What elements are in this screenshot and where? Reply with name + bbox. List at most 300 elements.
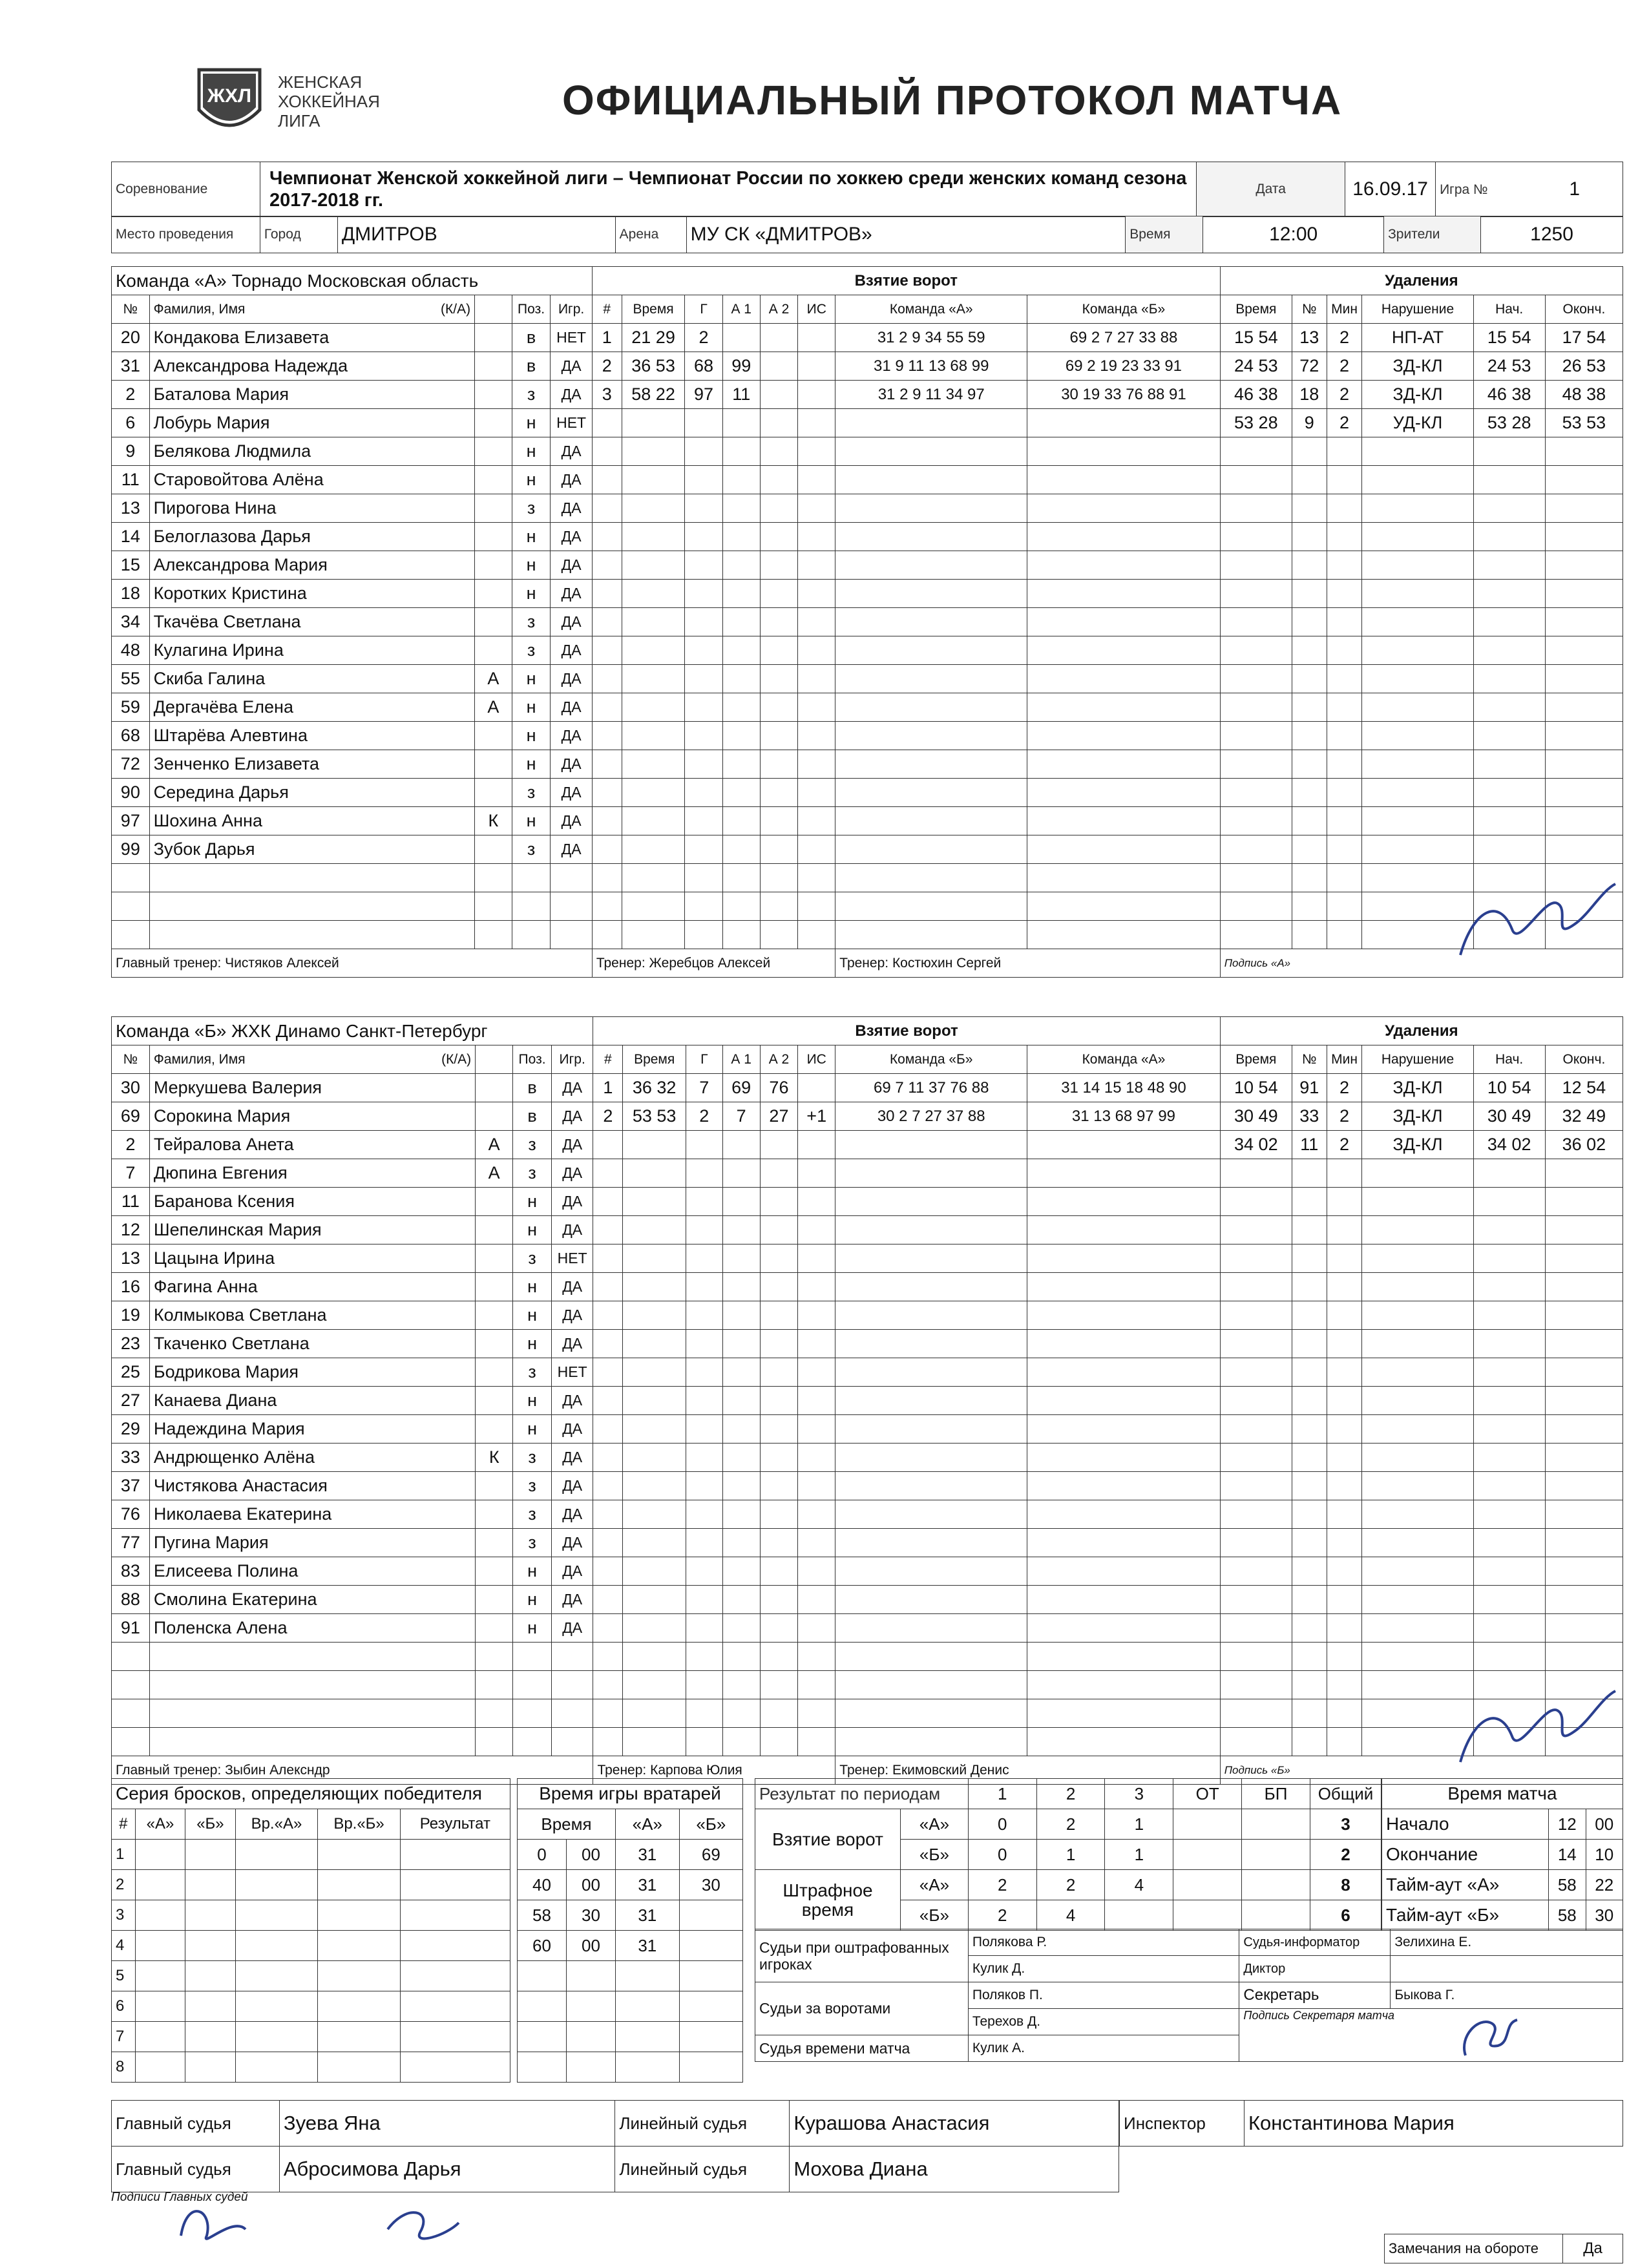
shootout-cell — [135, 2022, 185, 2052]
player-pos: з — [513, 1131, 552, 1159]
penalty-e — [1545, 835, 1623, 864]
team_a-signature-icon — [1447, 871, 1622, 974]
player-pos: н — [512, 580, 551, 608]
shootout-cell — [185, 1870, 235, 1900]
penalty-m — [1327, 551, 1362, 580]
goal-is — [798, 636, 835, 665]
goal-a2 — [760, 1557, 797, 1586]
match-time-min: 14 — [1549, 1840, 1586, 1870]
goalie-time-cell: 31 — [615, 1840, 679, 1870]
goal-onice-a — [835, 1699, 1027, 1728]
goal-a1: 7 — [722, 1102, 760, 1131]
penalty-e — [1545, 523, 1623, 551]
announcer-label: Диктор — [1239, 1956, 1391, 1982]
goal-a2 — [760, 324, 797, 352]
player-ka — [476, 1330, 513, 1358]
shootout-num: 5 — [112, 1961, 136, 1991]
goal-t — [623, 1699, 686, 1728]
team_b-col-a1: А 1 — [722, 1045, 760, 1074]
penalty-e — [1545, 636, 1623, 665]
penalty-n: 11 — [1292, 1131, 1327, 1159]
period-value: 6 — [1310, 1900, 1381, 1931]
player-ka: К — [476, 1444, 513, 1472]
player-played: ДА — [551, 1500, 593, 1529]
shootout-cell — [318, 1961, 400, 1991]
player-ka — [476, 1529, 513, 1557]
penalty-m: 2 — [1327, 324, 1362, 352]
penalty-n — [1292, 921, 1327, 949]
goal-onice-a — [835, 750, 1027, 779]
player-name: Чистякова Анастасия — [149, 1472, 475, 1500]
goal-t — [623, 1671, 686, 1699]
goalie-time-cell — [679, 1931, 742, 1961]
goal-a1 — [722, 1358, 760, 1387]
goal-onice-a — [835, 1614, 1027, 1643]
goal-onice-a — [835, 1529, 1027, 1557]
goal-a2 — [760, 1671, 797, 1699]
player-pos — [513, 1728, 552, 1756]
penalty-v — [1362, 1188, 1473, 1216]
period-value — [1173, 1900, 1242, 1931]
player-row — [112, 1159, 1623, 1188]
player-name: Цацына Ирина — [149, 1244, 475, 1273]
goal-t — [622, 523, 685, 551]
goal-is — [798, 1301, 835, 1330]
team_a-col-a2: А 2 — [760, 295, 797, 324]
player-played: ДА — [551, 608, 593, 636]
player-name — [149, 1699, 475, 1728]
goal-a2 — [760, 1244, 797, 1273]
goalie-time-cell: 31 — [615, 1931, 679, 1961]
player-number: 97 — [112, 807, 150, 835]
penalty-m — [1327, 779, 1362, 807]
penalty-s: 24 53 — [1473, 352, 1545, 381]
penalty-e — [1545, 1159, 1623, 1188]
player-row — [112, 523, 1623, 551]
team_a-protocol-table — [111, 266, 1623, 978]
player-name: Пирогова Нина — [149, 494, 474, 523]
player-played: ДА — [551, 636, 593, 665]
player-played: ДА — [551, 494, 593, 523]
penalty-t — [1220, 1671, 1292, 1699]
player-number — [112, 921, 150, 949]
penalty-t — [1220, 1159, 1292, 1188]
penalty-v — [1362, 1159, 1473, 1188]
team_b-col-onice-team_a: Команда «А» — [1027, 1045, 1221, 1074]
player-pos — [513, 1671, 552, 1699]
period-value: 3 — [1310, 1809, 1381, 1840]
goalie-time-table — [517, 1778, 743, 2083]
goal-a1 — [722, 409, 760, 437]
goal-a2 — [760, 1131, 797, 1159]
goal-n: 1 — [592, 324, 622, 352]
penalty-n — [1292, 1387, 1327, 1415]
team_b-col-violation: Нарушение — [1362, 1045, 1473, 1074]
team_b-col-name-label: Фамилия, Имя — [153, 1051, 246, 1067]
team_a-col-g: Г — [685, 295, 722, 324]
goal-g: 7 — [686, 1074, 722, 1102]
period-col: 3 — [1105, 1779, 1173, 1809]
goal-g — [685, 750, 722, 779]
shootout-cell — [135, 1900, 185, 1931]
goal-is — [798, 437, 835, 466]
goal-onice-b — [1027, 437, 1221, 466]
team_b-head-coach-label: Главный тренер: — [116, 1762, 222, 1778]
player-name: Елисеева Полина — [149, 1557, 475, 1586]
time-label: Время — [1126, 216, 1203, 253]
penalty-v — [1362, 1358, 1473, 1387]
goal-n — [592, 494, 622, 523]
penalty-e — [1545, 1273, 1623, 1301]
goal-onice-a — [835, 864, 1027, 892]
goal-n — [592, 807, 622, 835]
penalty-e: 32 49 — [1545, 1102, 1623, 1131]
goal-is — [798, 523, 835, 551]
goalie-time-cell — [566, 2022, 615, 2052]
goal-n — [593, 1301, 623, 1330]
goal-g — [686, 1728, 722, 1756]
penalty-e — [1545, 1529, 1623, 1557]
penalty-t — [1220, 1472, 1292, 1500]
team_b-col-pen_min: Мин — [1327, 1045, 1362, 1074]
player-played — [551, 1728, 593, 1756]
player-name: Смолина Екатерина — [149, 1586, 475, 1614]
team_a-coach2-cell — [835, 949, 1220, 978]
shootout-cell — [235, 1870, 318, 1900]
goal-g — [685, 551, 722, 580]
player-played: НЕТ — [551, 324, 593, 352]
goal-n — [593, 1500, 623, 1529]
period-value — [1242, 1840, 1310, 1870]
penalty-n — [1292, 693, 1327, 722]
goal-onice-b — [1027, 1415, 1221, 1444]
goal-g — [686, 1159, 722, 1188]
goal-onice-a — [835, 1216, 1027, 1244]
goal-a1: 69 — [722, 1074, 760, 1102]
team_b-col-is: ИС — [798, 1045, 835, 1074]
player-pos: н — [513, 1273, 552, 1301]
penalty-n — [1292, 466, 1327, 494]
shootout-col: Вр.«Б» — [318, 1809, 400, 1840]
goal-n — [593, 1273, 623, 1301]
goal-onice-a — [835, 580, 1027, 608]
shootout-col: # — [112, 1809, 136, 1840]
player-ka — [476, 1614, 513, 1643]
goal-onice-b: 30 19 33 76 88 91 — [1027, 381, 1221, 409]
goal-onice-a — [835, 1273, 1027, 1301]
penalty-m — [1327, 1500, 1362, 1529]
period-value: 2 — [1036, 1870, 1105, 1900]
goal-g — [685, 722, 722, 750]
player-row — [112, 1444, 1623, 1472]
penalty-s — [1473, 551, 1545, 580]
player-row — [112, 921, 1623, 949]
player-pos: н — [513, 1557, 552, 1586]
penalty-t — [1220, 1244, 1292, 1273]
team_b-col-onice-team_b: Команда «Б» — [835, 1045, 1027, 1074]
goal-onice-a — [835, 807, 1027, 835]
player-pos: з — [513, 1444, 552, 1472]
periods-title: Результат по периодам — [755, 1779, 969, 1809]
match-time-label: Тайм-аут «Б» — [1382, 1900, 1549, 1931]
goal-a1 — [722, 892, 760, 921]
competition: Чемпионат Женской хоккейной лиги – Чемпионат России по хоккею среди женских команд сезона 2017-2018 гг. — [260, 162, 1196, 217]
player-name: Кулагина Ирина — [149, 636, 474, 665]
penalty-m: 2 — [1327, 1102, 1362, 1131]
player-row — [112, 1728, 1623, 1756]
team_a-col-pen_min: Мин — [1327, 295, 1362, 324]
player-row — [112, 1330, 1623, 1358]
goal-g — [685, 466, 722, 494]
penalty-e — [1545, 1472, 1623, 1500]
penalty-s — [1473, 437, 1545, 466]
goal-a1 — [722, 1131, 760, 1159]
player-played: ДА — [551, 693, 593, 722]
match-time-sec: 22 — [1586, 1870, 1623, 1900]
period-value — [1173, 1840, 1242, 1870]
player-number: 13 — [112, 1244, 150, 1273]
goal-n — [593, 1529, 623, 1557]
goal-g — [686, 1557, 722, 1586]
player-ka — [476, 1358, 513, 1387]
period-value — [1105, 1900, 1173, 1931]
team_a-coach2: Костюхин Сергей — [892, 955, 1002, 971]
goal-a1 — [722, 807, 760, 835]
player-played: ДА — [551, 1444, 593, 1472]
goalie-col-a: «А» — [615, 1809, 679, 1840]
player-name: Зенченко Елизавета — [149, 750, 474, 779]
penalty-s — [1473, 1188, 1545, 1216]
goalie-time-row — [518, 1961, 743, 1991]
goal-a2 — [760, 437, 797, 466]
goal-a2 — [760, 1216, 797, 1244]
player-ka: А — [476, 1159, 513, 1188]
penalty-e — [1545, 1188, 1623, 1216]
penalty-e — [1545, 665, 1623, 693]
goal-is — [798, 1643, 835, 1671]
player-ka — [475, 864, 512, 892]
player-played: НЕТ — [551, 1358, 593, 1387]
penalty-n — [1292, 1216, 1327, 1244]
goal-n — [592, 608, 622, 636]
player-pos: н — [513, 1188, 552, 1216]
goal-a1 — [722, 1244, 760, 1273]
match-time-row — [1382, 1900, 1623, 1931]
player-ka — [476, 1472, 513, 1500]
player-name — [149, 1728, 475, 1756]
penalty-v — [1362, 1643, 1473, 1671]
team_b-col-time: Время — [623, 1045, 686, 1074]
goal-onice-a — [835, 693, 1027, 722]
player-number: 15 — [112, 551, 150, 580]
team_b-col-ka-blank — [476, 1045, 513, 1074]
penalty-e — [1545, 1216, 1623, 1244]
linesman-2: Мохова Диана — [790, 2147, 1119, 2192]
goal-n — [592, 409, 622, 437]
match-time-min: 58 — [1549, 1900, 1586, 1931]
goalie-time-row — [518, 1991, 743, 2022]
shootout-row — [112, 2052, 510, 2083]
goal-a2 — [760, 636, 797, 665]
goal-a2 — [760, 580, 797, 608]
penalty-v: ЗД-КЛ — [1362, 381, 1473, 409]
penalty-s — [1473, 523, 1545, 551]
goal-a1 — [722, 580, 760, 608]
goal-a1 — [722, 636, 760, 665]
goal-a2 — [760, 921, 797, 949]
goal-onice-b — [1027, 1614, 1221, 1643]
goal-a1 — [722, 466, 760, 494]
shootout-cell — [318, 2052, 400, 2083]
penalty-e — [1545, 1415, 1623, 1444]
goal-g — [685, 580, 722, 608]
goal-onice-b — [1027, 1244, 1221, 1273]
goal-a1 — [722, 1444, 760, 1472]
player-number: 76 — [112, 1500, 150, 1529]
player-number — [112, 1728, 150, 1756]
penalty-t — [1220, 1301, 1292, 1330]
referees-table — [111, 2100, 1119, 2192]
goal-is — [798, 352, 835, 381]
goal-is — [798, 1074, 835, 1102]
goal-onice-b — [1027, 636, 1221, 665]
penalty-s — [1473, 1159, 1545, 1188]
remarks-table — [1384, 2234, 1623, 2263]
penalty-m: 2 — [1327, 409, 1362, 437]
goal-is — [798, 1614, 835, 1643]
player-ka — [475, 779, 512, 807]
shootout-cell — [135, 1870, 185, 1900]
player-name: Ткачёва Светлана — [149, 608, 474, 636]
penalty-t — [1220, 466, 1292, 494]
penalty-m — [1327, 1244, 1362, 1273]
goal-a2 — [760, 1159, 797, 1188]
shootout-cell — [185, 2052, 235, 2083]
player-name: Скиба Галина — [149, 665, 474, 693]
goal-a1 — [722, 921, 760, 949]
goal-a1 — [722, 864, 760, 892]
player-pos — [513, 1643, 552, 1671]
penalty-n — [1292, 1699, 1327, 1728]
penalty-t — [1220, 750, 1292, 779]
player-row — [112, 580, 1623, 608]
player-name — [149, 921, 474, 949]
goal-is — [798, 665, 835, 693]
player-pos: в — [512, 324, 551, 352]
player-pos: н — [512, 437, 551, 466]
shootout-cell — [135, 1840, 185, 1870]
player-played: ДА — [551, 1188, 593, 1216]
goal-is — [798, 466, 835, 494]
player-number — [112, 1699, 150, 1728]
player-played — [551, 1643, 593, 1671]
goal-g — [686, 1387, 722, 1415]
team_b-col-a2: А 2 — [760, 1045, 797, 1074]
player-ka — [475, 466, 512, 494]
officials-table — [755, 1929, 1623, 2062]
goal-is — [798, 1472, 835, 1500]
player-row — [112, 1102, 1623, 1131]
period-row — [755, 1870, 1381, 1900]
goal-a1 — [722, 835, 760, 864]
goal-is — [798, 1216, 835, 1244]
player-pos: н — [513, 1614, 552, 1643]
goal-is — [798, 1131, 835, 1159]
goal-g — [686, 1643, 722, 1671]
goal-a2 — [760, 1500, 797, 1529]
team_a-coach2-label: Тренер: — [839, 955, 889, 971]
goal-n — [592, 864, 622, 892]
goal-t — [623, 1244, 686, 1273]
player-played: ДА — [551, 1614, 593, 1643]
secretary-label: Секретарь — [1239, 1982, 1391, 2009]
goal-n: 2 — [593, 1102, 623, 1131]
team_b-goals-title: Взятие ворот — [593, 1017, 1220, 1045]
goal-t: 21 29 — [622, 324, 685, 352]
player-ka — [475, 324, 512, 352]
penalty-v — [1362, 722, 1473, 750]
goal-onice-b — [1027, 1273, 1221, 1301]
goal-a2 — [760, 352, 797, 381]
shootout-cell — [185, 1840, 235, 1870]
player-pos: з — [513, 1358, 552, 1387]
goal-t — [622, 608, 685, 636]
penalty-s — [1473, 466, 1545, 494]
goal-a2 — [760, 665, 797, 693]
player-ka — [476, 1273, 513, 1301]
goalie-time-row — [518, 1840, 743, 1870]
penalty-s — [1473, 750, 1545, 779]
penalty-e — [1545, 1586, 1623, 1614]
player-ka — [475, 381, 512, 409]
player-number: 72 — [112, 750, 150, 779]
player-ka — [475, 551, 512, 580]
team_b-col-pen_time: Время — [1220, 1045, 1292, 1074]
match-time-table — [1381, 1778, 1623, 1931]
goal-a2 — [760, 722, 797, 750]
goal-is — [798, 1728, 835, 1756]
timekeeper: Кулик А. — [968, 2035, 1239, 2062]
player-played: ДА — [551, 807, 593, 835]
goal-onice-b — [1027, 835, 1221, 864]
shootout-cell — [235, 1961, 318, 1991]
match-time-sec: 10 — [1586, 1840, 1623, 1870]
penalty-t — [1220, 779, 1292, 807]
player-pos: з — [513, 1500, 552, 1529]
goal-n — [592, 665, 622, 693]
penalty-v — [1362, 1444, 1473, 1472]
penalty-e — [1545, 1387, 1623, 1415]
penalty-s — [1473, 1557, 1545, 1586]
goal-t — [623, 1643, 686, 1671]
player-pos: з — [513, 1472, 552, 1500]
player-name: Дюпина Евгения — [149, 1159, 475, 1188]
player-pos — [512, 864, 551, 892]
shootout-col: «Б» — [185, 1809, 235, 1840]
period-value — [1173, 1870, 1242, 1900]
shootout-cell — [235, 1840, 318, 1870]
goal-a1 — [722, 665, 760, 693]
goal-onice-a: 31 2 9 34 55 59 — [835, 324, 1027, 352]
player-number: 34 — [112, 608, 150, 636]
team_b-col-start: Нач. — [1473, 1045, 1545, 1074]
goalie-time-cell — [566, 2052, 615, 2083]
player-played: ДА — [551, 1415, 593, 1444]
player-played: ДА — [551, 1387, 593, 1415]
penalty-s: 53 28 — [1473, 409, 1545, 437]
period-side: «Б» — [900, 1840, 968, 1870]
penalty-s — [1473, 1244, 1545, 1273]
